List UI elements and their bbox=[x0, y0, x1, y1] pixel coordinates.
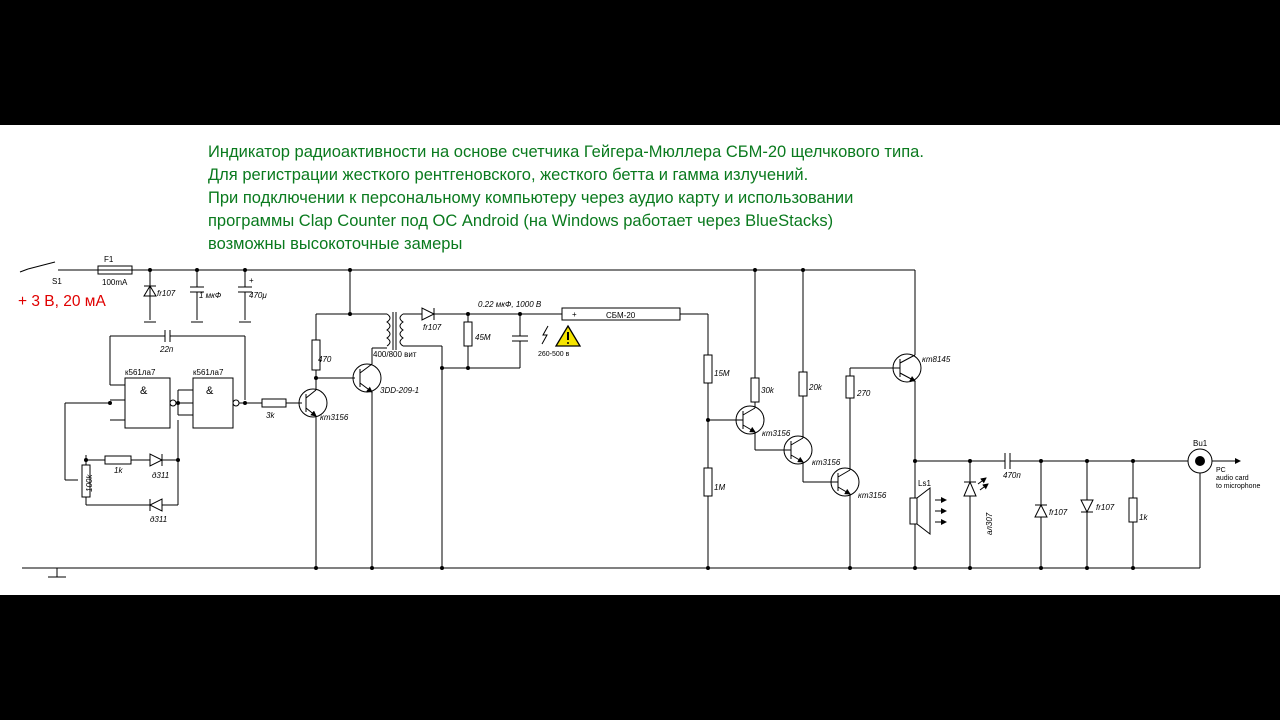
ic2-label: к561ла7 bbox=[193, 368, 224, 377]
resistor-270 bbox=[846, 376, 854, 398]
diode-fr107-out-2 bbox=[1081, 500, 1093, 512]
r20k-label: 20k bbox=[809, 383, 822, 392]
d311-label-1: д311 bbox=[152, 471, 170, 480]
amplifier bbox=[736, 270, 951, 568]
r100k-label: 100k bbox=[85, 474, 94, 492]
r1k-label: 1k bbox=[114, 466, 123, 475]
tube-label: СБМ-20 bbox=[606, 311, 636, 320]
resistor-1k-osc bbox=[105, 456, 131, 464]
led-al307 bbox=[964, 482, 976, 496]
q3-label: кт3156 bbox=[762, 429, 791, 438]
resistor-1m bbox=[704, 468, 712, 496]
r1m-label: 1М bbox=[714, 483, 726, 492]
gate2-symbol: & bbox=[206, 385, 214, 397]
resistor-1k-out bbox=[1129, 498, 1137, 522]
title-line-5: возможны высокоточные замеры bbox=[208, 235, 463, 253]
d4-label: fr107 bbox=[1096, 503, 1115, 512]
resistor-20k bbox=[799, 372, 807, 396]
output-stage bbox=[910, 439, 1260, 568]
title-line-2: Для регистрации жесткого рентгеновского, жесткого бетта и гамма излучений. bbox=[208, 166, 809, 184]
ic1-label: к561ла7 bbox=[125, 368, 156, 377]
circuit-diagram bbox=[0, 125, 1280, 595]
r3k-label: 3k bbox=[266, 411, 275, 420]
q5-label: кт3156 bbox=[858, 491, 887, 500]
d311-label-2: д311 bbox=[150, 515, 168, 524]
c2-plus: + bbox=[249, 276, 254, 285]
bu1-label: Bu1 bbox=[1193, 439, 1208, 448]
q4-label: кт3156 bbox=[812, 458, 841, 467]
f1-value: 100mA bbox=[102, 278, 128, 287]
resistor-45m bbox=[464, 322, 472, 346]
c-hv-label: 0.22 мкФ, 1000 В bbox=[478, 300, 542, 309]
c1-label: 1 мкФ bbox=[199, 291, 222, 300]
s1-label: S1 bbox=[52, 277, 62, 286]
r270-label: 270 bbox=[857, 389, 871, 398]
lightning-icon bbox=[542, 326, 548, 344]
resistor-15m bbox=[704, 355, 712, 383]
c2-label: 470μ bbox=[249, 291, 267, 300]
transformer bbox=[373, 312, 442, 568]
d3-label: fr107 bbox=[1049, 508, 1068, 517]
q1-label: кт3156 bbox=[320, 413, 349, 422]
pc-label-1: PC bbox=[1216, 467, 1226, 474]
capacitor-1uf bbox=[190, 270, 222, 322]
pc-label-2: audio card bbox=[1216, 475, 1249, 482]
resistor-30k bbox=[751, 378, 759, 402]
pc-label-3: to microphone bbox=[1216, 483, 1261, 490]
r470-label: 470 bbox=[318, 355, 332, 364]
c22p-label: 22п bbox=[160, 345, 174, 354]
speaker-ls1 bbox=[910, 498, 917, 524]
resistor-3k bbox=[262, 399, 286, 407]
capacitor-470u bbox=[238, 270, 267, 322]
tube-plus: + bbox=[572, 310, 577, 319]
q2-label: 3DD-209-1 bbox=[380, 386, 420, 395]
c470p-label: 470п bbox=[1003, 471, 1021, 480]
r45m-label: 45М bbox=[475, 333, 491, 342]
diode-fr107-input bbox=[144, 270, 176, 322]
q6-label: кт8145 bbox=[922, 355, 951, 364]
hv-section bbox=[422, 300, 708, 368]
schematic-sheet bbox=[0, 125, 1280, 595]
ls1-label: Ls1 bbox=[918, 479, 931, 488]
f1-label: F1 bbox=[104, 255, 114, 264]
fr107-label: fr107 bbox=[157, 289, 176, 298]
r1k-out-label: 1k bbox=[1139, 513, 1148, 522]
fuse-f1 bbox=[98, 255, 132, 287]
hv-range-label: 260-500 в bbox=[538, 351, 570, 358]
led-label: ал307 bbox=[985, 512, 994, 535]
r30k-label: 30k bbox=[761, 386, 774, 395]
oscillator bbox=[65, 330, 262, 524]
gate1-symbol: & bbox=[140, 385, 148, 397]
transformer-label: 400/800 вит bbox=[373, 350, 417, 359]
nand-gate-1 bbox=[125, 378, 170, 428]
supply-label: + 3 В, 20 мА bbox=[18, 293, 106, 310]
detector-divider bbox=[704, 314, 738, 568]
r15m-label: 15М bbox=[714, 369, 730, 378]
title-line-3: При подключении к персональному компьютеру через аудио карту и использовании bbox=[208, 189, 854, 207]
title-line-1: Индикатор радиоактивности на основе счетчика Гейгера-Мюллера СБМ-20 щелчкового типа. bbox=[208, 143, 924, 161]
ground-rail bbox=[22, 568, 1200, 577]
title-line-4: программы Clap Counter под ОС Android (на Windows работает через BlueStacks) bbox=[208, 212, 834, 230]
diode-fr107-out-1 bbox=[1035, 505, 1047, 517]
fr107-hv-label: fr107 bbox=[423, 323, 442, 332]
power-rail bbox=[20, 262, 915, 355]
